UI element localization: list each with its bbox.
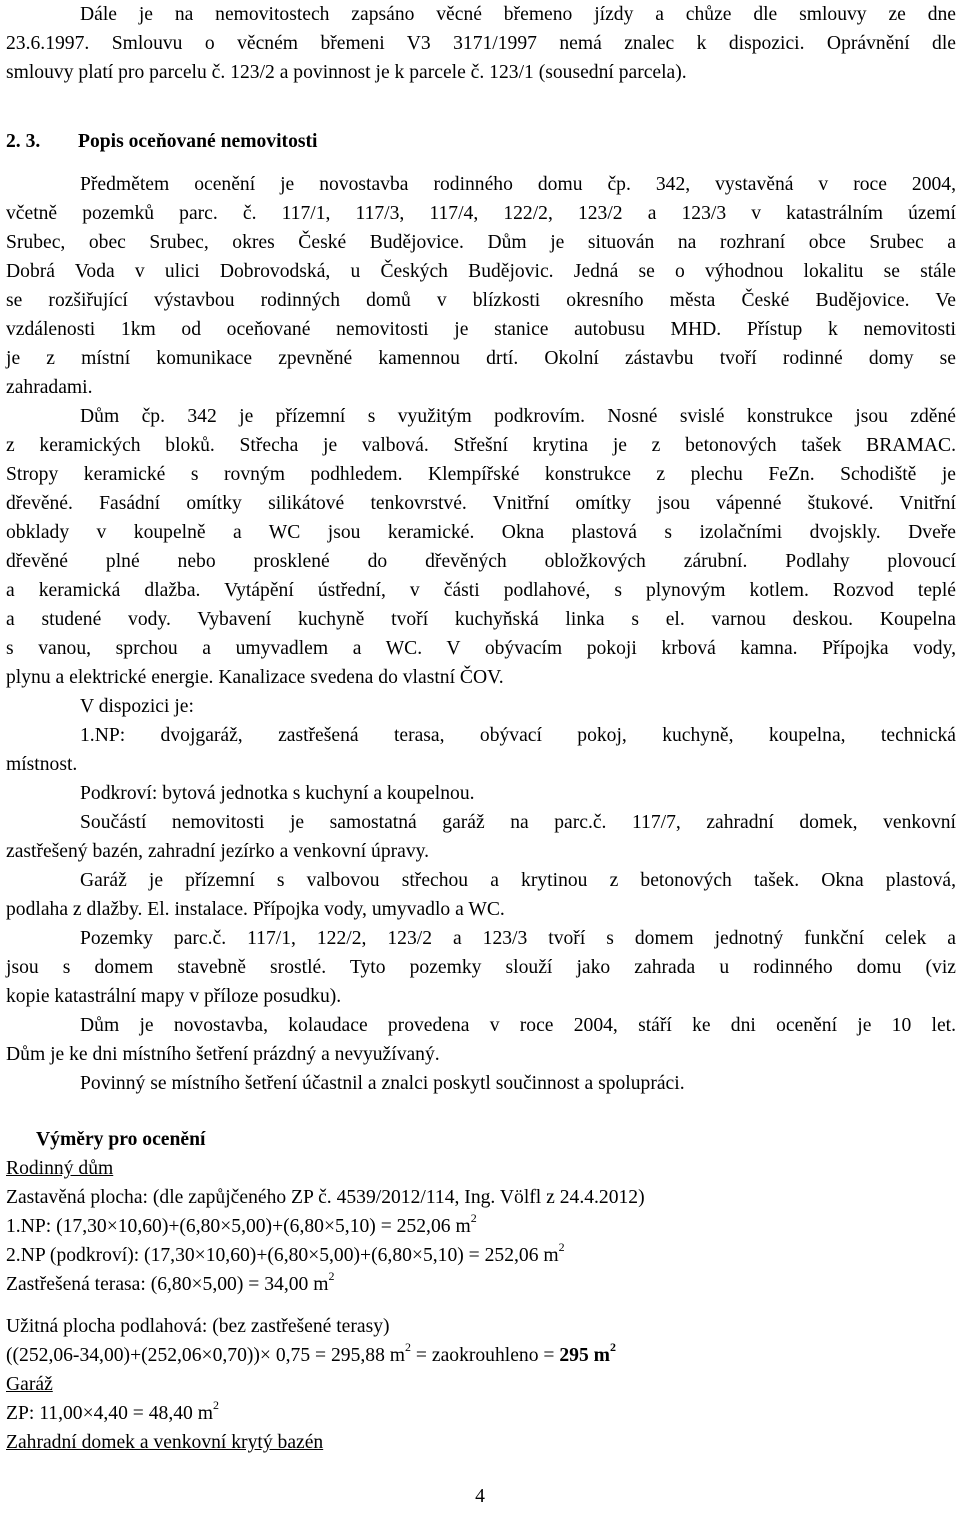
paragraph-cooperation <box>6 1069 956 1098</box>
text-line: plynu a elektrické energie. Kanalizace svedena do vlastní ČOV. <box>6 667 504 688</box>
paragraph-age <box>6 1011 956 1069</box>
text-line: Dům je novostavba, kolaudace provedena v roce 2004, stáří ke dni ocenění je 10 let. <box>80 1015 956 1036</box>
usable-rounded-label: = zaokrouhleno = <box>411 1345 560 1366</box>
np2-area-line <box>6 1241 565 1270</box>
np2-area-text: 2.NP (podkroví): (17,30×10,60)+(6,80×5,00)+(6,80×5,10) = 252,06 m <box>6 1245 559 1266</box>
text-line: s vanou, sprchou a umyvadlem a WC. V obývacím pokoji krbová kamna. Přípojka vody, <box>6 638 956 659</box>
text-line: Srubec, obec Srubec, okres České Budějovice. Dům je situován na rozhraní obce Srubec a <box>6 232 956 253</box>
paragraph-ground-floor <box>6 721 956 779</box>
paragraph-location <box>6 170 956 402</box>
text-line: Předmětem ocenění je novostavba rodinného domu čp. 342, vystavěná v roce 2004, <box>80 174 956 195</box>
text-line: místnost. <box>6 754 78 775</box>
paragraph-land <box>6 924 956 1011</box>
text-line: a studené vody. Vybavení kuchyně tvoří kuchyňská linka s el. varnou deskou. Koupelna <box>6 609 956 630</box>
np1-area-text: 1.NP: (17,30×10,60)+(6,80×5,00)+(6,80×5,10) = 252,06 m <box>6 1216 471 1237</box>
exponent: 2 <box>328 1269 335 1284</box>
text-line: je z místní komunikace zpevněné kamennou drtí. Okolní zástavbu tvoří rodinné domy se <box>6 348 956 369</box>
measurements-title: Výměry pro ocenění <box>36 1129 206 1150</box>
paragraph-construction <box>6 402 956 692</box>
paragraph-accessories <box>6 808 956 866</box>
exponent: 2 <box>405 1340 412 1355</box>
text-line: 1.NP: dvojgaráž, zastřešená terasa, obývací pokoj, kuchyně, koupelna, technická <box>80 725 956 746</box>
section-number: 2. 3. <box>6 131 41 152</box>
exponent: 2 <box>212 1398 219 1413</box>
text-line: Pozemky parc.č. 117/1, 122/2, 123/2 a 123/3 tvoří s domem jednotný funkční celek a <box>80 928 956 949</box>
text-line: a keramická dlažba. Vytápění ústřední, v části podlahové, s plynovým kotlem. Rozvod teplé <box>6 580 956 601</box>
text-line: jsou s domem stavebně srostlé. Tyto pozemky slouží jako zahrada u rodinného domu (viz <box>6 957 956 978</box>
garden-house-heading: Zahradní domek a venkovní krytý bazén <box>6 1432 324 1453</box>
intro-paragraph <box>6 0 956 87</box>
text-line: Dům je ke dni místního šetření prázdný a nevyužívaný. <box>6 1044 440 1065</box>
text-line: Stropy keramické s rovným podhledem. Klempířské konstrukce z plechu FeZn. Schodiště je <box>6 464 956 485</box>
section-title: Popis oceňované nemovitosti <box>78 131 318 152</box>
garage-area-text: ZP: 11,00×4,40 = 48,40 m <box>6 1403 213 1424</box>
description <box>6 170 956 1098</box>
garage-area-line <box>6 1399 219 1428</box>
text-line: zastřešený bazén, zahradní jezírko a venkovní úpravy. <box>6 841 430 862</box>
usable-area-line <box>6 1341 616 1370</box>
built-area-line: Zastavěná plocha: (dle zapůjčeného ZP č. 4539/2012/114, Ing. Völfl z 24.4.2012) <box>6 1187 645 1208</box>
text-line: dřevěné plné nebo prosklené do dřevěných obložkových zárubní. Podlahy plovoucí <box>6 551 956 572</box>
text-line: V dispozici je: <box>80 696 194 717</box>
text-line: obklady v koupelně a WC jsou keramické. Okna plastová s izolačními dvojskly. Dveře <box>6 522 956 543</box>
text-line: zahradami. <box>6 377 93 398</box>
paragraph-attic <box>6 779 956 808</box>
section-heading <box>6 127 317 156</box>
paragraph-garage <box>6 866 956 924</box>
usable-rounded-value: 295 m <box>559 1345 610 1366</box>
house-heading: Rodinný dům <box>6 1158 114 1179</box>
usable-area-calc: ((252,06-34,00)+(252,06×0,70))× 0,75 = 295,88 m <box>6 1345 406 1366</box>
terrace-area-line <box>6 1270 334 1299</box>
text-line: Dobrá Voda v ulici Dobrovodská, u Českých Budějovic. Jedná se o výhodnou lokalitu se stále <box>6 261 956 282</box>
text-line: z keramických bloků. Střecha je valbová. Střešní krytina je z betonových tašek BRAMAC. <box>6 435 956 456</box>
intro-line: 23.6.1997. Smlouvu o věcném břemeni V3 3171/1997 nemá znalec k dispozici. Oprávnění dle <box>6 33 956 54</box>
text-line: dřevěné. Fasádní omítky silikátové tenkovrstvé. Vnitřní omítky jsou vápenné štukové. Vnitřní <box>6 493 956 514</box>
text-line: Podkroví: bytová jednotka s kuchyní a koupelnou. <box>80 783 475 804</box>
terrace-area-text: Zastřešená terasa: (6,80×5,00) = 34,00 m <box>6 1274 329 1295</box>
text-line: včetně pozemků parc. č. 117/1, 117/3, 117/4, 122/2, 123/2 a 123/3 v katastrálním území <box>6 203 956 224</box>
np1-area-line <box>6 1212 477 1241</box>
exponent: 2 <box>610 1340 616 1355</box>
garage-heading: Garáž <box>6 1374 53 1395</box>
exponent: 2 <box>558 1240 565 1255</box>
text-line: Povinný se místního šetření účastnil a znalci poskytl součinnost a spolupráci. <box>80 1073 685 1094</box>
text-line: Součástí nemovitosti je samostatná garáž na parc.č. 117/7, zahradní domek, venkovní <box>80 812 956 833</box>
text-line: kopie katastrální mapy v příloze posudku). <box>6 986 342 1007</box>
text-line: Dům čp. 342 je přízemní s využitým podkrovím. Nosné svislé konstrukce jsou zděné <box>80 406 956 427</box>
paragraph-disposition-intro <box>6 692 956 721</box>
intro-line: smlouvy platí pro parcelu č. 123/2 a povinnost je k parcele č. 123/1 (sousední parcela). <box>6 62 687 83</box>
text-line: podlaha z dlažby. El. instalace. Přípojka vody, umyvadlo a WC. <box>6 899 505 920</box>
usable-area-label: Užitná plocha podlahová: (bez zastřešené terasy) <box>6 1316 390 1337</box>
exponent: 2 <box>470 1211 477 1226</box>
page-number: 4 <box>475 1486 485 1507</box>
text-line: se rozšiřující výstavbou rodinných domů v blízkosti okresního města České Budějovice. Ve <box>6 290 956 311</box>
text-line: vzdálenosti 1km od oceňované nemovitosti je stanice autobusu MHD. Přístup k nemovitosti <box>6 319 956 340</box>
text-line: Garáž je přízemní s valbovou střechou a krytinou z betonových tašek. Okna plastová, <box>80 870 956 891</box>
intro-line: Dále je na nemovitostech zapsáno věcné břemeno jízdy a chůze dle smlouvy ze dne <box>80 4 956 25</box>
